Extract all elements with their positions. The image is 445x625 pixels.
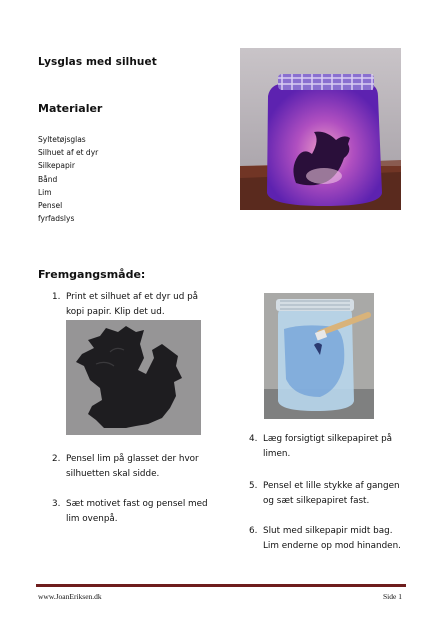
list-item: Silhuet af et dyr — [38, 148, 99, 158]
step-text: Print et silhuet af et dyr ud på kopi papir. Klip det ud. — [66, 292, 199, 317]
list-item: fyrfadslys — [38, 214, 75, 224]
list-item: Pensel — [38, 200, 63, 210]
step-number: 3. — [52, 499, 61, 509]
step-number: 6. — [249, 526, 258, 536]
jar-painting-photo — [264, 293, 374, 419]
step-number: 2. — [52, 454, 61, 464]
squirrel-silhouette-photo — [66, 320, 201, 435]
step-text: Slut med silkepapir midt bag. Lim enderne op mod hinanden. — [263, 526, 401, 551]
materials-heading: Materialer — [38, 102, 103, 115]
step-number: 1. — [52, 292, 61, 302]
procedure-heading: Fremgangsmåde: — [38, 268, 146, 281]
list-item: Lim — [38, 187, 52, 197]
step-number: 4. — [249, 434, 258, 444]
materials-list — [38, 133, 98, 225]
footer-website-link[interactable]: www.JoanEriksen.dk — [38, 592, 102, 601]
list-item: Syltetøjsglas — [38, 135, 86, 144]
step-text: Pensel lim på glasset der hvor silhuetten skal sidde. — [66, 454, 199, 479]
lantern-jar-photo — [240, 48, 401, 210]
page-number: Side 1 — [383, 592, 402, 601]
step-text: Pensel et lille stykke af gangen og sæt silkepapiret fast. — [263, 481, 400, 506]
step-text: Sæt motivet fast og pensel med lim ovenpå. — [66, 499, 208, 524]
list-item: Silkepapir — [38, 161, 75, 171]
step-number: 5. — [249, 481, 258, 491]
list-item: Bånd — [38, 174, 58, 184]
page-title: Lysglas med silhuet — [38, 56, 157, 68]
step-text: Læg forsigtigt silkepapiret på limen. — [263, 434, 393, 459]
footer-rule — [36, 584, 406, 587]
